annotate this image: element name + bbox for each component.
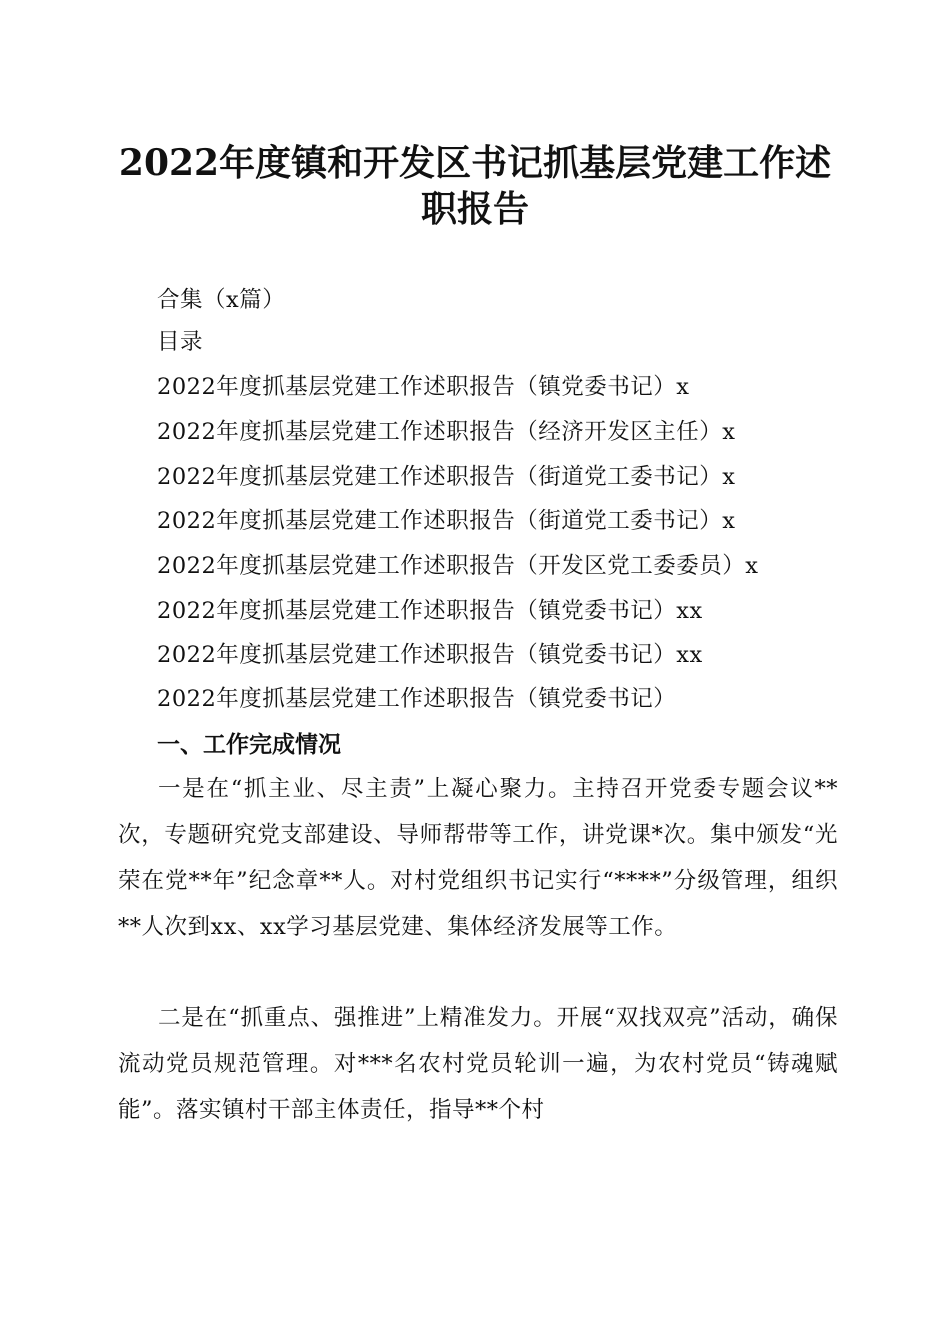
toc-item: 2022年度抓基层党建工作述职报告（街道党工委书记）x [157, 508, 736, 534]
document-title [110, 140, 840, 232]
section-heading: 一、工作完成情况 [157, 732, 341, 758]
toc-item: 2022年度抓基层党建工作述职报告（镇党委书记）xx [157, 598, 703, 624]
title-line-1: 2022年度镇和开发区书记抓基层党建工作述 [118, 142, 832, 184]
title-line-2: 职报告 [420, 188, 529, 230]
toc-label: 目录 [157, 329, 204, 355]
paragraph-1: 一是在“抓主业、尽主责”上凝心聚力。主持召开党委专题会议**次，专题研究党支部建设、导师帮带等工作，讲党课*次。集中颁发“光荣在党**年”纪念章**人。对村党组织书记实行“****”分级管理，组织**人次到xx、xx学习基层党建、集体经济发展等工作。 [118, 776, 838, 940]
toc-item: 2022年度抓基层党建工作述职报告（镇党委书记）xx [157, 642, 703, 668]
collection-label: 合集（x篇） [157, 287, 286, 313]
paragraph-2: 二是在“抓重点、强推进”上精准发力。开展“双找双亮”活动，确保流动党员规范管理。对***名农村党员轮训一遍，为农村党员“铸魂赋能”。落实镇村干部主体责任，指导**个村 [118, 1005, 838, 1123]
toc-item: 2022年度抓基层党建工作述职报告（镇党委书记）x [157, 374, 690, 400]
toc-item: 2022年度抓基层党建工作述职报告（开发区党工委委员）x [157, 553, 759, 579]
toc-item: 2022年度抓基层党建工作述职报告（街道党工委书记）x [157, 464, 736, 490]
report-title: 2022年度抓基层党建工作述职报告（镇党委书记） [157, 686, 677, 712]
toc-item: 2022年度抓基层党建工作述职报告（经济开发区主任）x [157, 419, 736, 445]
